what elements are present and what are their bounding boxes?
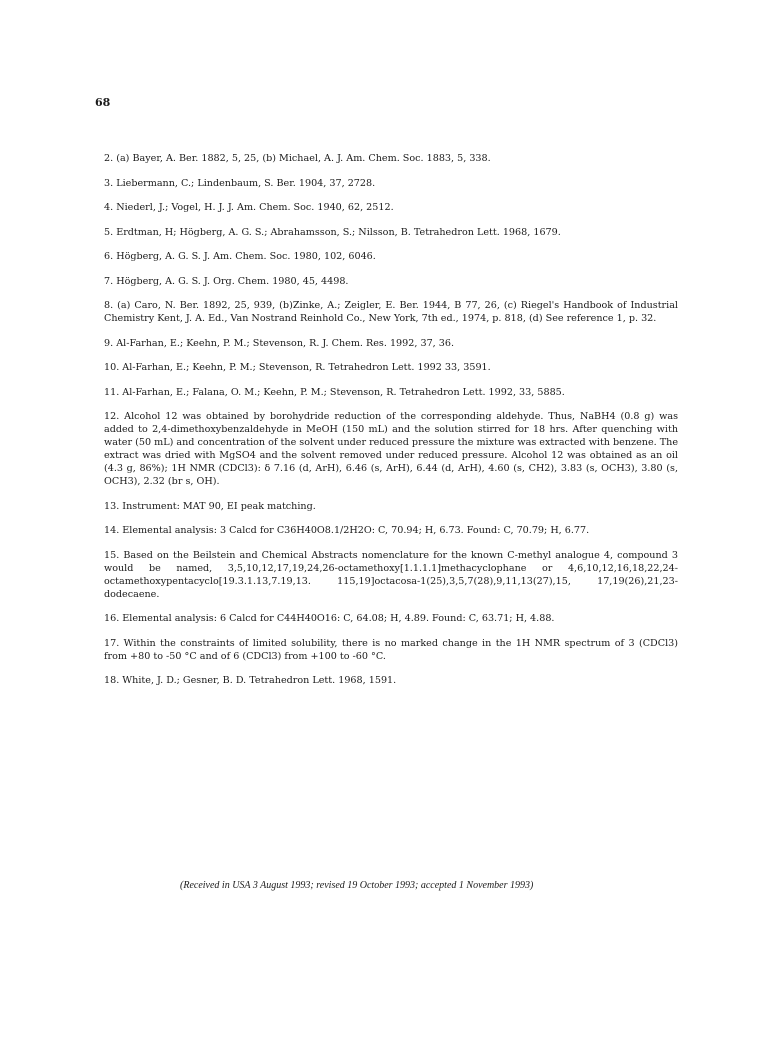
reference-item: 10. Al-Farhan, E.; Keehn, P. M.; Stevenson, R. Tetrahedron Lett. 1992 33, 3591.	[104, 362, 491, 373]
reference-item: 4. Niederl, J.; Vogel, H. J. J. Am. Chem. Soc. 1940, 62, 2512.	[104, 202, 394, 213]
reference-item: 8. (a) Caro, N. Ber. 1892, 25, 939, (b)Zinke, A.; Zeigler, E. Ber. 1944, B 77, 26, (c) Riegel's Handbook of Industrial Chemistry Kent, J. A. Ed., Van Nostrand Reinhold Co., New York, 7th ed., 1974, p. 818, (d) See reference 1, p. 32.	[104, 300, 678, 324]
reference-item: 12. Alcohol 12 was obtained by borohydride reduction of the corresponding aldehyde. Thus, NaBH4 (0.8 g) was added to 2,4-dimethoxybenzaldehyde in MeOH (150 mL) and the solution stirred for 18 hrs. After quenching with water (50 mL) and concentration of the solvent under reduced pressure the mixture was extracted with benzene. The extract was dried with MgSO4 and the solvent removed under reduced pressure. Alcohol 12 was obtained as an oil (4.3 g, 86%); 1H NMR (CDCl3): δ 7.16 (d, ArH), 6.46 (s, ArH), 6.44 (d, ArH), 4.60 (s, CH2), 3.83 (s, OCH3), 3.80 (s, OCH3), 2.32 (br s, OH).	[104, 411, 678, 487]
reference-item: 18. White, J. D.; Gesner, B. D. Tetrahedron Lett. 1968, 1591.	[104, 675, 397, 686]
reference-item: 15. Based on the Beilstein and Chemical Abstracts nomenclature for the known C-methyl analogue 4, compound 3 would be named, 3,5,10,12,17,19,24,26-octamethoxy[1.1.1.1]methacyclophane or 4,6,10,12,16,18,22,24-octamethoxypentacyclo[19.3.1.13,7.19,13. 115,19]octacosa-1(25),3,5,7(28),9,11,13(27),15, 17,19(26),21,23-dodecaene.	[104, 549, 678, 600]
reference-item: 16. Elemental analysis: 6 Calcd for C44H40O16: C, 64.08; H, 4.89. Found: C, 63.71; H, 4.88.	[104, 613, 555, 624]
reference-item: 14. Elemental analysis: 3 Calcd for C36H40O8.1/2H2O: C, 70.94; H, 6.73. Found: C, 70.79; H, 6.77.	[104, 525, 590, 536]
reference-list	[104, 152, 678, 699]
reference-item: 13. Instrument: MAT 90, EI peak matching.	[104, 500, 316, 512]
reference-item: 9. Al-Farhan, E.; Keehn, P. M.; Stevenson, R. J. Chem. Res. 1992, 37, 36.	[104, 337, 455, 349]
page-number: 68	[95, 96, 111, 109]
reference-item: 3. Liebermann, C.; Lindenbaum, S. Ber. 1904, 37, 2728.	[104, 177, 376, 189]
reference-item: 17. Within the constraints of limited solubility, there is no marked change in the 1H NMR spectrum of 3 (CDCl3) from +80 to -50 °C and of 6 (CDCl3) from +100 to -60 °C.	[104, 637, 678, 662]
reference-item: 7. Högberg, A. G. S. J. Org. Chem. 1980, 45, 4498.	[104, 275, 349, 287]
received-dates-note: (Received in USA 3 August 1993; revised 19 October 1993; accepted 1 November 1993)	[180, 880, 534, 891]
reference-item: 6. Högberg, A. G. S. J. Am. Chem. Soc. 1980, 102, 6046.	[104, 251, 376, 262]
reference-item: 2. (a) Bayer, A. Ber. 1882, 5, 25, (b) Michael, A. J. Am. Chem. Soc. 1883, 5, 338.	[104, 153, 491, 164]
reference-item: 5. Erdtman, H; Högberg, A. G. S.; Abrahamsson, S.; Nilsson, B. Tetrahedron Lett. 1968, 1679.	[104, 226, 561, 238]
reference-item: 11. Al-Farhan, E.; Falana, O. M.; Keehn, P. M.; Stevenson, R. Tetrahedron Lett. 1992, 33, 5885.	[104, 386, 565, 398]
